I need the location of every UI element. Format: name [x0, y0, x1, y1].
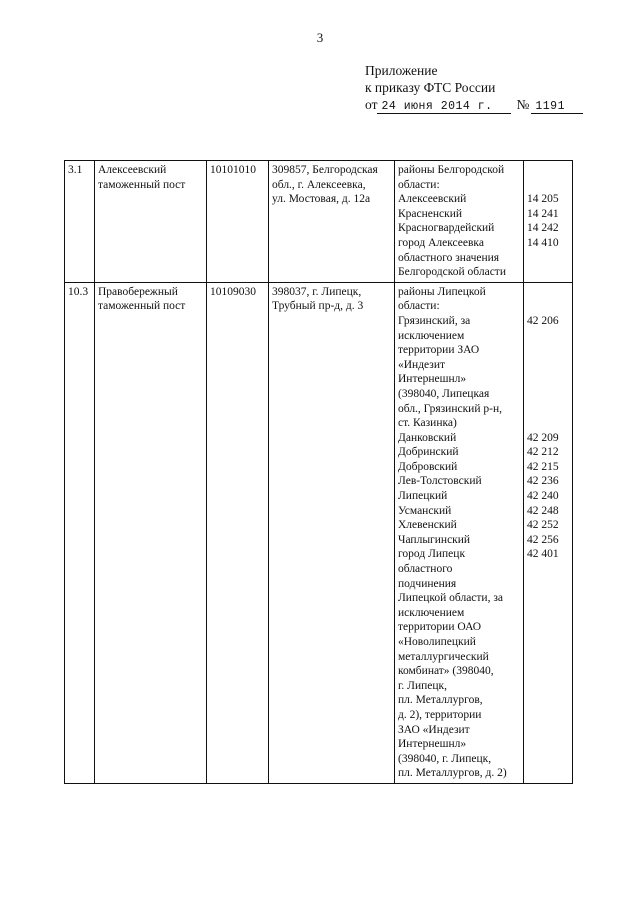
- code-line: [527, 265, 569, 280]
- code-line: [527, 562, 569, 577]
- area-line: областного: [398, 563, 453, 576]
- area-line: Белгородской области: [398, 266, 506, 279]
- code-line: 42 252: [527, 519, 559, 532]
- area-line: Добринский: [398, 446, 459, 459]
- code-line: 42 248: [527, 504, 559, 517]
- okato-codes: [524, 282, 573, 783]
- code-line: [527, 358, 569, 373]
- table-row: [65, 161, 573, 283]
- code-line: 14 410: [527, 236, 559, 249]
- code-line: [527, 178, 569, 193]
- area-line: «Новолипецкий: [398, 636, 476, 648]
- code-line: 42 240: [527, 490, 559, 503]
- code-line: [527, 163, 569, 178]
- area-line: Липецкий: [398, 490, 448, 503]
- code-line: [527, 251, 569, 266]
- code-line: 42 206: [527, 314, 559, 327]
- area-line: пл. Металлургов, д. 2): [398, 767, 507, 780]
- area-line: исключением: [398, 329, 465, 342]
- area-line: ЗАО «Индезит: [398, 723, 470, 736]
- row-number: 3.1: [65, 161, 95, 283]
- code-line: [527, 329, 569, 344]
- area-line: металлургический: [398, 650, 489, 663]
- area-line: ст. Казинка): [398, 417, 457, 430]
- area-line: Лев-Толстовский: [398, 475, 482, 488]
- area-line: Грязинский, за: [398, 314, 471, 327]
- code-line: [527, 591, 569, 606]
- code-line: [527, 402, 569, 417]
- code-line: [527, 285, 569, 300]
- area-line: Чаплыгинский: [398, 533, 471, 546]
- date-prefix: от: [365, 97, 378, 112]
- area-line: Алексеевский: [398, 193, 467, 206]
- code-line: [527, 387, 569, 402]
- post-address: 398037, г. Липецк, Трубный пр-д, д. 3: [269, 282, 395, 783]
- area-line: д. 2), территории: [398, 708, 482, 721]
- code-line: [527, 766, 569, 781]
- area-line: районы Липецкой: [398, 285, 486, 298]
- area-line: районы Белгородской: [398, 164, 505, 176]
- code-line: 42 401: [527, 548, 559, 561]
- code-line: [527, 693, 569, 708]
- area-line: (398040, г. Липецк,: [398, 752, 492, 765]
- code-line: 42 212: [527, 446, 559, 459]
- code-line: 14 241: [527, 207, 559, 220]
- table-row: [65, 282, 573, 783]
- area-line: области:: [398, 300, 440, 313]
- code-line: 14 205: [527, 193, 559, 206]
- code-line: [527, 416, 569, 431]
- code-line: [527, 679, 569, 694]
- area-line: области:: [398, 178, 440, 191]
- page-number: 3: [316, 30, 324, 45]
- annex-title: Приложение: [365, 63, 438, 78]
- area-line: территории ОАО: [398, 621, 482, 634]
- order-date: 24 июня 2014 г.: [377, 100, 511, 114]
- post-address: 309857, Белгородская обл., г. Алексеевка, ул. Мостовая, д. 12а: [269, 161, 395, 283]
- order-number: 1191: [531, 100, 583, 114]
- code-line: [527, 752, 569, 767]
- annex-date-line: [365, 96, 583, 114]
- code-line: [527, 620, 569, 635]
- code-line: [527, 299, 569, 314]
- annex-order-reference: к приказу ФТС России: [365, 80, 496, 95]
- area-line: Хлевенский: [398, 519, 457, 532]
- annex-header: [365, 62, 583, 114]
- area-line: Красненский: [398, 207, 463, 220]
- area-line: областного значения: [398, 251, 500, 264]
- code-line: 42 209: [527, 431, 559, 444]
- area-line: Добровский: [398, 460, 458, 473]
- area-line: город Липецк: [398, 548, 466, 561]
- area-line: «Индезит: [398, 358, 446, 371]
- area-line: г. Липецк,: [398, 679, 447, 692]
- code-line: [527, 343, 569, 358]
- code-line: [527, 650, 569, 665]
- post-name: Алексеевский таможенный пост: [95, 161, 207, 283]
- area-line: подчинения: [398, 577, 457, 590]
- code-line: [527, 723, 569, 738]
- area-line: город Алексеевка: [398, 236, 484, 249]
- post-name: Правобережный таможенный пост: [95, 282, 207, 783]
- code-line: 42 256: [527, 533, 559, 546]
- okato-codes: [524, 161, 573, 283]
- code-line: 42 215: [527, 460, 559, 473]
- code-line: [527, 606, 569, 621]
- area-line: Липецкой области, за: [398, 592, 503, 605]
- area-line: Интернешнл»: [398, 373, 467, 386]
- area-line: комбинат» (398040,: [398, 665, 494, 678]
- area-line: Красногвардейский: [398, 222, 495, 235]
- area-line: Данковский: [398, 431, 457, 444]
- area-line: территории ЗАО: [398, 344, 480, 357]
- post-code: 10109030: [207, 282, 269, 783]
- code-line: [527, 737, 569, 752]
- area-line: (398040, Липецкая: [398, 387, 490, 400]
- area-line: исключением: [398, 606, 465, 619]
- post-code: 10101010: [207, 161, 269, 283]
- code-line: 14 242: [527, 222, 559, 235]
- code-line: [527, 635, 569, 650]
- areas-list: [395, 161, 524, 283]
- number-label: №: [516, 97, 530, 112]
- code-line: 42 236: [527, 475, 559, 488]
- area-line: Усманский: [398, 504, 452, 517]
- code-line: [527, 708, 569, 723]
- area-line: обл., Грязинский р-н,: [398, 402, 502, 415]
- code-line: [527, 372, 569, 387]
- areas-list: [395, 282, 524, 783]
- row-number: 10.3: [65, 282, 95, 783]
- code-line: [527, 664, 569, 679]
- area-line: Интернешнл»: [398, 738, 467, 751]
- code-line: [527, 577, 569, 592]
- area-line: пл. Металлургов,: [398, 694, 483, 707]
- customs-posts-table: [64, 160, 573, 784]
